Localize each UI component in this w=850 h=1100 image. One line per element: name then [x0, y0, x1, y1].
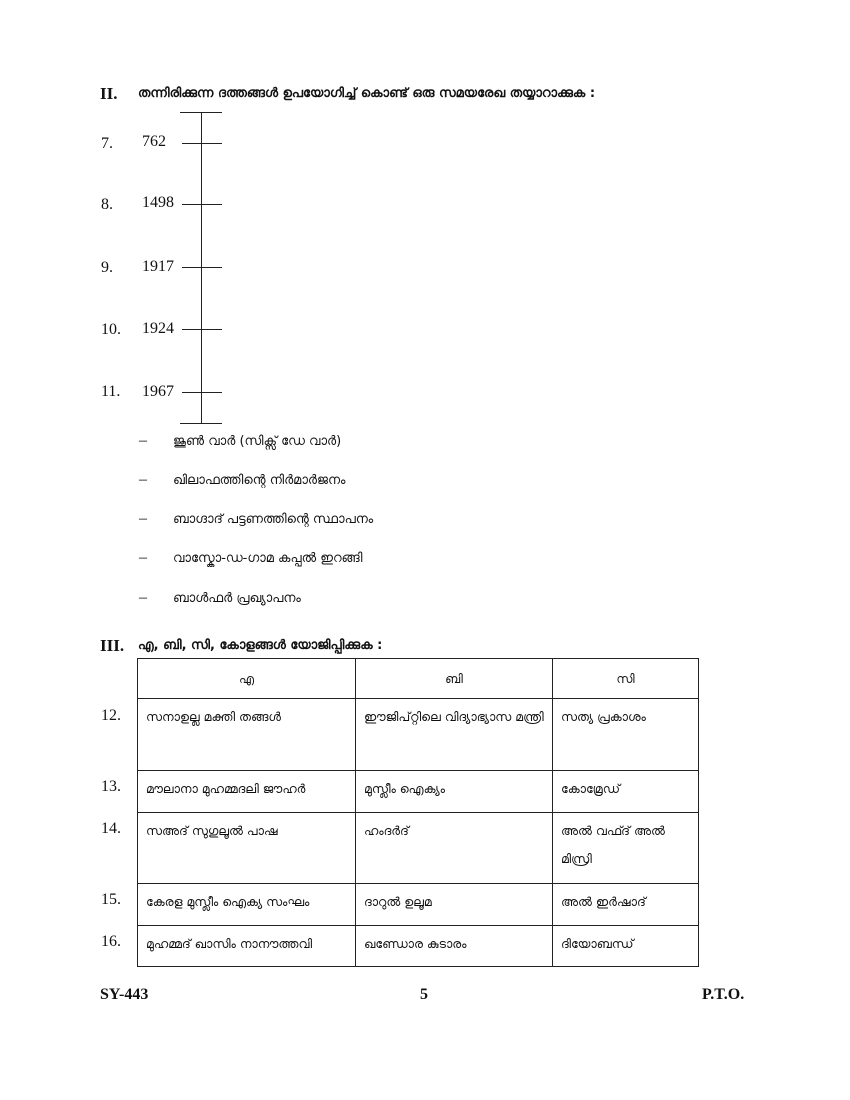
cell-c: അൽ ഇർഷാദ്: [553, 884, 699, 926]
list-bullet: –: [139, 549, 147, 566]
table-row: [138, 926, 699, 967]
table-row: [138, 813, 699, 884]
question-number: 8.: [101, 196, 113, 213]
timeline-tick: [182, 267, 222, 268]
cell-b: മുസ്ലീം ഐക്യം: [356, 771, 553, 813]
list-bullet: –: [139, 432, 147, 449]
cell-a: കേരള മുസ്ലീം ഐക്യ സംഘം: [138, 884, 356, 926]
footer-page-number: 5: [420, 986, 428, 1003]
list-bullet: –: [139, 471, 147, 488]
question-number: 7.: [101, 135, 113, 152]
timeline-tick: [182, 204, 222, 205]
section-2-number: II.: [100, 84, 118, 103]
cell-a: മുഹമ്മദ് ഖാസിം നാനൗത്തവി: [138, 926, 356, 967]
timeline-tick: [182, 143, 222, 144]
matching-table: [137, 658, 699, 967]
question-number: 10.: [101, 321, 121, 338]
cell-b: ദാറുൽ ഉലൂമ: [356, 884, 553, 926]
column-header-b: ബി: [356, 659, 553, 699]
question-number: 12.: [101, 707, 121, 724]
timeline-bottom-cap: [180, 423, 222, 424]
question-number: 9.: [101, 259, 113, 276]
question-number: 11.: [101, 383, 121, 400]
cell-a: സനാഉല്ല മക്തി തങ്ങൾ: [138, 699, 356, 771]
event-item: ബാഗ്ദാദ് പട്ടണത്തിന്റെ സ്ഥാപനം: [173, 512, 374, 527]
timeline-tick: [182, 392, 222, 393]
cell-a: സഅദ് സുഗുലൂൽ പാഷ: [138, 813, 356, 884]
timeline-tick: [182, 329, 222, 330]
question-number: 13.: [101, 778, 121, 795]
cell-b: ഹംദർദ്: [356, 813, 553, 884]
column-header-c: സി: [553, 659, 699, 699]
event-item: ജൂൺ വാർ (സിക്സ് ഡേ വാർ): [173, 434, 342, 449]
table-header-row: [138, 659, 699, 699]
event-item: ബാൾഫർ പ്രഖ്യാപനം: [173, 591, 301, 606]
table-row: [138, 884, 699, 926]
list-bullet: –: [139, 589, 147, 606]
timeline-year: 1498: [142, 194, 174, 211]
timeline-year: 1924: [142, 320, 174, 337]
column-header-a: എ: [138, 659, 356, 699]
event-item: വാസ്കോ-ഡ-ഗാമ കപ്പൽ ഇറങ്ങി: [173, 551, 363, 566]
timeline: [180, 110, 230, 430]
footer-exam-code: SY-443: [100, 986, 149, 1003]
cell-c: ദിയോബന്ധ്: [553, 926, 699, 967]
cell-b: ഖണ്ഡോര കുടാരം: [356, 926, 553, 967]
section-3-number: III.: [100, 636, 125, 655]
cell-c: സത്യ പ്രകാശം: [553, 699, 699, 771]
cell-c: അൽ വഫ്ദ് അൽ മിസ്രി: [553, 813, 699, 884]
table-row: [138, 699, 699, 771]
section-3-title: എ, ബി, സി, കോളങ്ങൾ യോജിപ്പിക്കുക :: [138, 638, 383, 653]
cell-c: കോമ്രേഡ്: [553, 771, 699, 813]
table-row: [138, 771, 699, 813]
event-item: ഖിലാഫത്തിന്റെ നിർമാർജനം: [173, 473, 346, 488]
question-number: 14.: [101, 820, 121, 837]
footer-pto: P.T.O.: [702, 986, 745, 1003]
question-number: 16.: [101, 933, 121, 950]
list-bullet: –: [139, 510, 147, 527]
timeline-year: 1967: [142, 383, 174, 400]
cell-a: മൗലാനാ മുഹമ്മദലി ജൗഹർ: [138, 771, 356, 813]
timeline-year: 1917: [142, 258, 174, 275]
question-number: 15.: [101, 891, 121, 908]
cell-b: ഈജിപ്റ്റിലെ വിദ്യാഭ്യാസ മന്ത്രി: [356, 699, 553, 771]
section-2-title: തന്നിരിക്കുന്ന ദത്തങ്ങൾ ഉപയോഗിച്ച് കൊണ്ട് ഒരു സമയരേഖ തയ്യാറാക്കുക :: [138, 86, 596, 101]
timeline-year: 762: [142, 133, 166, 150]
